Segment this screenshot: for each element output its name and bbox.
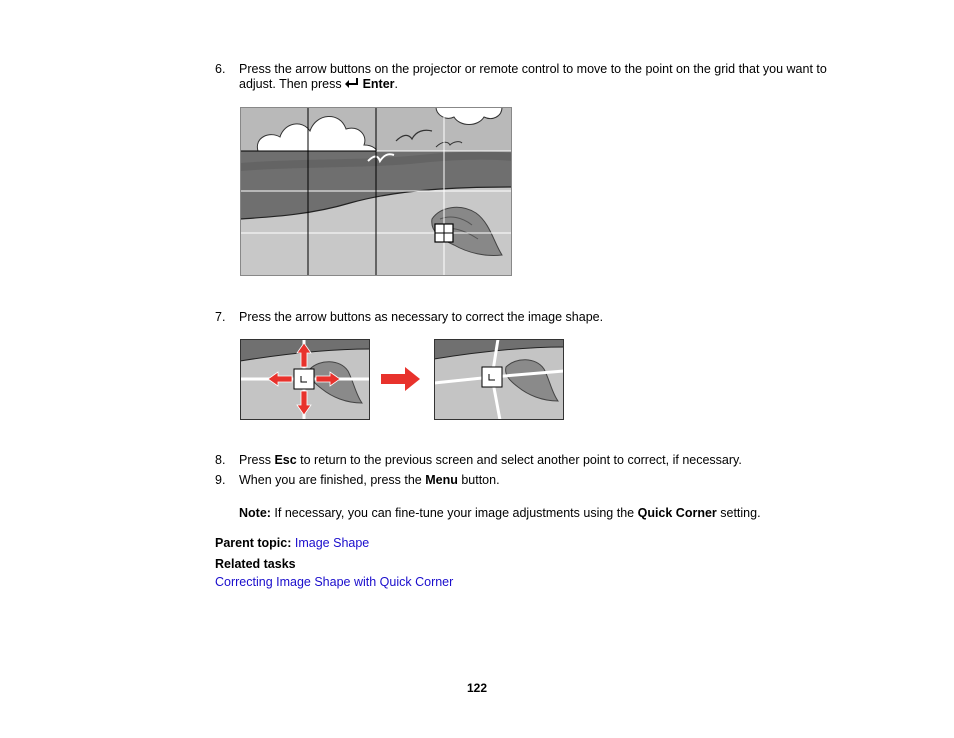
step-text: When you are finished, press the Menu button. [239, 473, 500, 487]
shape-after-figure [434, 339, 564, 420]
right-arrow-icon [381, 366, 421, 392]
step-number: 6. [215, 62, 226, 76]
note: Note: If necessary, you can fine-tune your image adjustments using the Quick Corner setting. [239, 506, 761, 520]
parent-topic [215, 536, 369, 551]
related-tasks-heading: Related tasks [215, 557, 296, 571]
related-task [215, 575, 453, 590]
step-number: 8. [215, 453, 226, 467]
step-text: Press the arrow buttons on the projector or remote control to move to the point on the grid that you want to adjust. Then press Enter. [239, 62, 827, 91]
quick-corner-link[interactable]: Correcting Image Shape with Quick Corner [215, 575, 454, 589]
parent-topic-label: Parent topic: [215, 536, 292, 550]
enter-arrow-icon [345, 78, 359, 89]
step-number: 7. [215, 310, 226, 324]
page-number: 122 [466, 681, 488, 695]
image-shape-link[interactable]: Image Shape [294, 536, 370, 550]
step-text: Press Esc to return to the previous screen and select another point to correct, if necessary. [239, 453, 742, 467]
grid-adjustment-figure [240, 107, 512, 276]
step-text: Press the arrow buttons as necessary to correct the image shape. [239, 310, 604, 324]
step-number: 9. [215, 473, 226, 487]
shape-before-figure [240, 339, 370, 420]
note-label: Note: [239, 506, 271, 520]
